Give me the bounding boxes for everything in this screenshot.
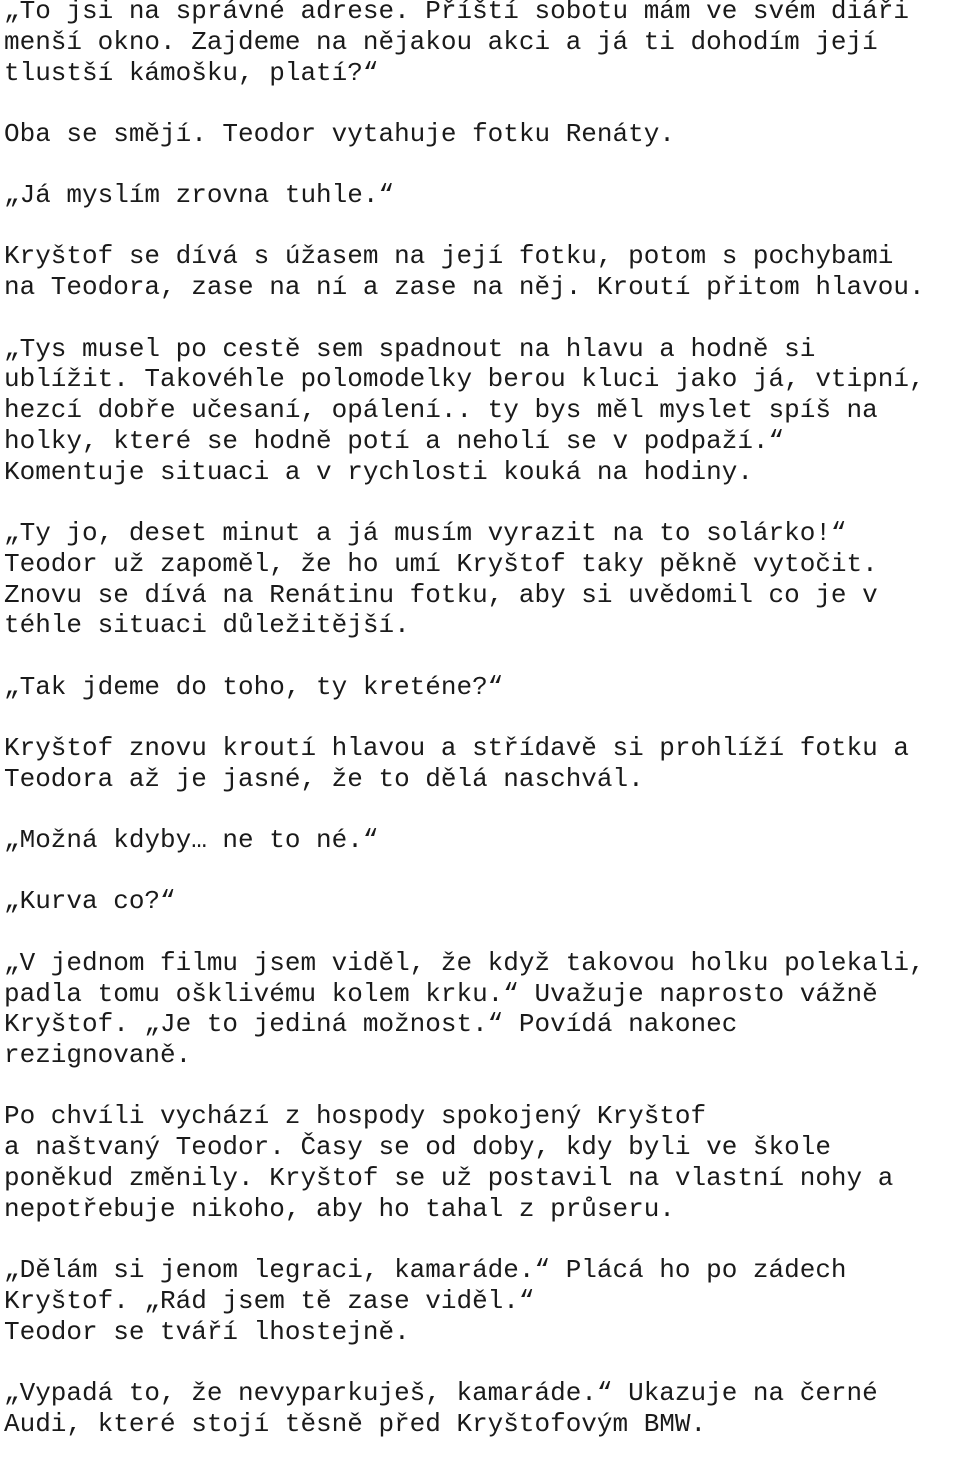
text-line: a naštvaný Teodor. Časy se od doby, kdy byli ve škole: [4, 1132, 831, 1163]
text-line: padla tomu ošklivému kolem krku.“ Uvažuje naprosto vážně: [4, 978, 878, 1009]
text-line: na Teodora, zase na ní a zase na něj. Kroutí přitom hlavou.: [4, 272, 925, 303]
text-line: nepotřebuje nikoho, aby ho tahal z průseru.: [4, 1193, 675, 1224]
paragraph: [4, 948, 960, 1071]
text-line: rezignovaně.: [4, 1040, 192, 1071]
text-line: téhle situaci důležitější.: [4, 610, 410, 641]
paragraph: [4, 241, 960, 303]
text-line: „Tys musel po cestě sem spadnout na hlavu a hodně si: [4, 333, 816, 364]
text-line: „To jsi na správné adrese. Příští sobotu mám ve svém diáři: [4, 0, 909, 26]
paragraph: [4, 672, 960, 703]
paragraph: [4, 1255, 960, 1347]
text-line: Po chvíli vychází z hospody spokojený Kryštof: [4, 1101, 707, 1132]
paragraph: [4, 1378, 960, 1440]
text-line: hezcí dobře učesaní, opálení.. ty bys měl myslet spíš na: [4, 395, 878, 426]
paragraph: [4, 180, 960, 211]
paragraph: [4, 886, 960, 917]
text-line: „Vypadá to, že nevyparkuješ, kamaráde.“ Ukazuje na černé: [4, 1378, 878, 1408]
text-line: Kryštof znovu kroutí hlavou a střídavě si prohlíží fotku a: [4, 733, 909, 764]
text-line: Teodor se tváří lhostejně.: [4, 1316, 410, 1347]
paragraph: [4, 119, 960, 150]
text-line: Komentuje situaci a v rychlosti kouká na hodiny.: [4, 456, 753, 487]
text-line: „Ty jo, deset minut a já musím vyrazit na to solárko!“: [4, 518, 847, 549]
paragraph: [4, 733, 960, 795]
text-line: Znovu se dívá na Renátinu fotku, aby si uvědomil co je v: [4, 579, 878, 610]
text-line: Teodor už zapoměl, že ho umí Kryštof taky pěkně vytočit.: [4, 548, 878, 579]
text-line: Kryštof. „Je to jediná možnost.“ Povídá nakonec: [4, 1009, 738, 1040]
text-line: Kryštof. „Rád jsem tě zase viděl.“: [4, 1285, 535, 1316]
paragraph: [4, 825, 960, 856]
text-line: Kryštof se dívá s úžasem na její fotku, potom s pochybami: [4, 241, 894, 272]
text-line: „Já myslím zrovna tuhle.“: [4, 180, 395, 211]
text-line: „Tak jdeme do toho, ty kreténe?“: [4, 671, 504, 702]
paragraph: [4, 518, 960, 641]
text-line: „Dělám si jenom legraci, kamaráde.“ Plácá ho po zádech: [4, 1255, 847, 1286]
text-line: holky, které se hodně potí a neholí se v podpaží.“: [4, 425, 785, 456]
text-line: „V jednom filmu jsem viděl, že když takovou holku polekali,: [4, 947, 925, 978]
text-line: Audi, které stojí těsně před Kryštofovým BMW.: [4, 1408, 707, 1439]
paragraph: [4, 334, 960, 488]
text-line: Oba se smějí. Teodor vytahuje fotku Renáty.: [4, 118, 675, 149]
text-line: Teodora až je jasné, že to dělá naschvál.: [4, 763, 644, 794]
text-line: tlustší kámošku, platí?“: [4, 57, 379, 88]
paragraph: [4, 0, 960, 88]
paragraph: [4, 1101, 960, 1224]
text-line: „Možná kdyby… ne to né.“: [4, 825, 379, 856]
document-page: [4, 0, 960, 1470]
text-line: „Kurva co?“: [4, 886, 176, 917]
text-line: menší okno. Zajdeme na nějakou akci a já ti dohodím její: [4, 26, 878, 57]
text-line: ublížit. Takovéhle polomodelky berou kluci jako já, vtipní,: [4, 364, 925, 395]
text-line: poněkud změnily. Kryštof se už postavil na vlastní nohy a: [4, 1163, 894, 1194]
